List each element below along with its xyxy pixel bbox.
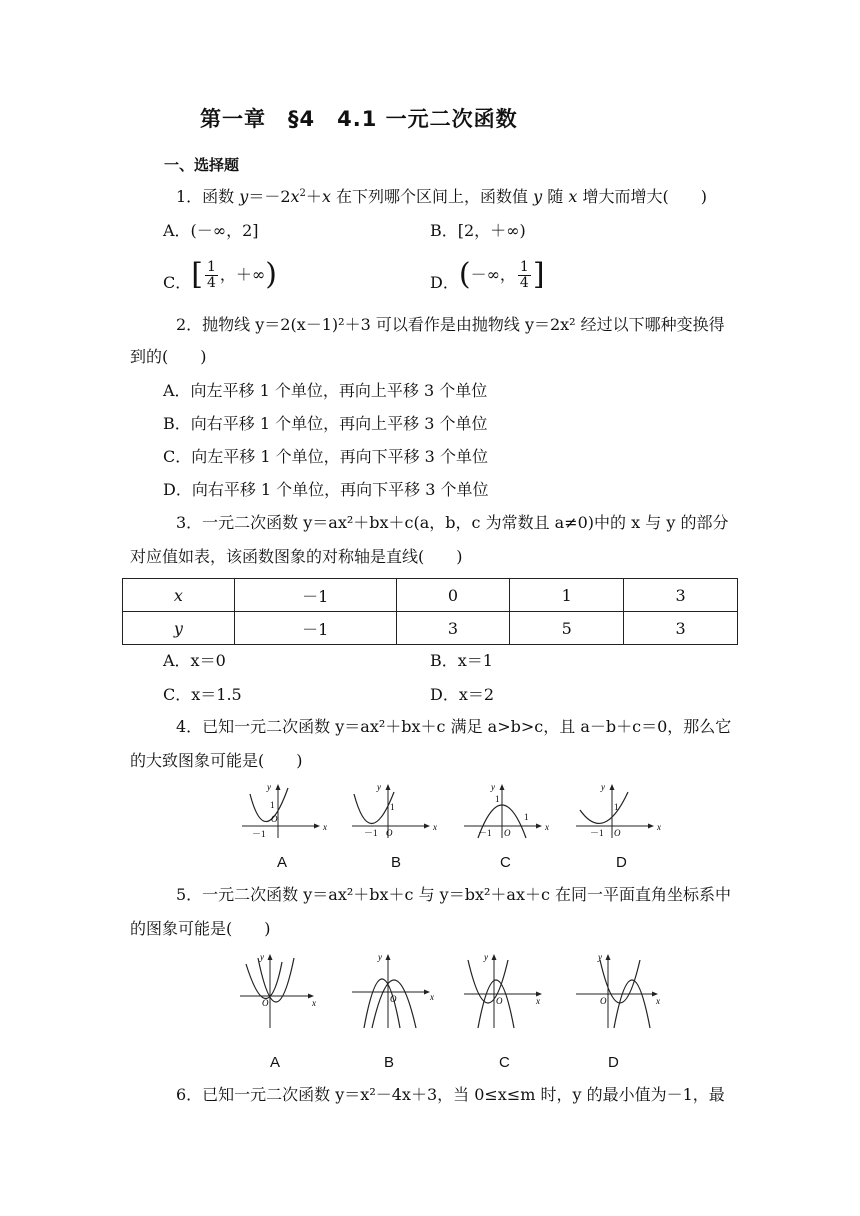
table-cell: －1 <box>234 579 396 612</box>
axis-y-label: y <box>260 952 264 962</box>
section-heading: 一、选择题 <box>164 156 240 174</box>
table-cell: 0 <box>396 579 510 612</box>
table-cell: 1 <box>510 579 624 612</box>
tick-label: －1 <box>252 829 266 839</box>
question-2-line-2: 到的( ) <box>130 347 207 366</box>
question-2-line-1: 2．抛物线 y＝2(x－1)²＋3 可以看作是由抛物线 y＝2x² 经过以下哪种变换得 <box>176 315 725 334</box>
table-cell: x <box>123 579 235 612</box>
origin-label: O <box>504 828 511 838</box>
q5-graph-c <box>462 950 548 1030</box>
q4-graph-a <box>240 780 330 840</box>
axis-x-label: x <box>430 992 434 1002</box>
question-3-line-1: 3．一元二次函数 y＝ax²＋bx＋c(a，b，c 为常数且 a≠0)中的 x 与 y 的部分 <box>176 513 729 532</box>
tick-label: 1 <box>270 800 275 810</box>
table-row <box>123 579 738 612</box>
axis-y-label: y <box>598 952 602 962</box>
table-cell: y <box>123 612 235 645</box>
q4-caption-b: B <box>391 854 402 871</box>
axis-x-label: x <box>657 822 661 832</box>
q3-option-c: C．x＝1.5 <box>163 685 242 704</box>
axis-y-label: y <box>378 952 382 962</box>
q2-option-d: D．向右平移 1 个单位，再向下平移 3 个单位 <box>163 480 489 499</box>
axis-x-label: x <box>545 822 549 832</box>
question-5-line-2: 的图象可能是( ) <box>130 919 271 938</box>
q1-option-d: D． ( －∞， $\frac{1}{4}$ ] <box>430 257 545 292</box>
page-title: 第一章 §4 4.1 一元二次函数 <box>200 107 518 131</box>
q4-caption-c: C <box>500 854 511 871</box>
question-6-line-1: 6．已知一元二次函数 y＝x²－4x＋3，当 0≤x≤m 时，y 的最小值为－1，最 <box>176 1085 725 1104</box>
table-cell: 5 <box>510 612 624 645</box>
origin-label: O <box>614 828 621 838</box>
question-3-line-2: 对应值如表，该函数图象的对称轴是直线( ) <box>130 547 463 566</box>
table-row <box>123 612 738 645</box>
tick-label: 1 <box>495 794 500 804</box>
q5-graph-b <box>350 950 436 1030</box>
question-4-line-2: 的大致图象可能是( ) <box>130 751 303 770</box>
table-cell: 3 <box>624 579 738 612</box>
axis-x-label: x <box>312 998 316 1008</box>
value-table <box>122 578 738 645</box>
q2-option-c: C．向左平移 1 个单位，再向下平移 3 个单位 <box>163 447 488 466</box>
q4-caption-d: D <box>616 854 627 871</box>
origin-label: O <box>262 998 269 1008</box>
origin-label: O <box>496 996 503 1006</box>
q2-option-a: A．向左平移 1 个单位，再向上平移 3 个单位 <box>163 381 488 400</box>
axis-y-label: y <box>484 952 488 962</box>
q5-caption-c: C <box>499 1054 510 1071</box>
q2-option-b: B．向右平移 1 个单位，再向上平移 3 个单位 <box>163 414 488 433</box>
q4-graph-c <box>462 780 552 840</box>
q1-option-c: C． [ $\frac{1}{4}$ ，＋∞ ) <box>163 257 277 292</box>
tick-label: －1 <box>364 828 378 838</box>
q3-option-a: A．x＝0 <box>163 651 226 670</box>
q4-caption-a: A <box>277 854 288 871</box>
q5-caption-a: A <box>270 1054 281 1071</box>
q5-graph-d <box>574 950 664 1030</box>
question-5-line-1: 5．一元二次函数 y＝ax²＋bx＋c 与 y＝bx²＋ax＋c 在同一平面直角坐标系中 <box>176 885 732 904</box>
axis-y-label: y <box>601 782 605 792</box>
question-1-stem: 1．函数 $y=-2x^2+x$ 在下列哪个区间上，函数值 y 随 x 增大而增大( ) <box>176 187 707 206</box>
q5-caption-d: D <box>608 1054 619 1071</box>
tick-label: －1 <box>478 828 492 838</box>
q4-graph-d <box>574 780 664 840</box>
axis-y-label: y <box>377 782 381 792</box>
origin-label: O <box>390 994 397 1004</box>
q3-option-b: B．x＝1 <box>430 651 493 670</box>
axis-y-label: y <box>491 782 495 792</box>
origin-label: O <box>386 828 393 838</box>
q3-option-d: D．x＝2 <box>430 685 495 704</box>
axis-x-label: x <box>536 996 540 1006</box>
origin-label: O <box>271 814 278 824</box>
tick-label: －1 <box>590 828 604 838</box>
q5-caption-b: B <box>384 1054 395 1071</box>
table-cell: －1 <box>234 612 396 645</box>
axis-x-label: x <box>323 822 327 832</box>
q4-graph-b <box>350 780 440 840</box>
axis-y-label: y <box>267 782 271 792</box>
table-cell: 3 <box>396 612 510 645</box>
q5-graph-a <box>238 950 320 1030</box>
origin-label: O <box>600 996 607 1006</box>
table-cell: 3 <box>624 612 738 645</box>
axis-x-label: x <box>433 822 437 832</box>
q1-option-a: A．(－∞，2] <box>163 221 259 240</box>
axis-x-label: x <box>656 996 660 1006</box>
tick-label: 1 <box>614 802 619 812</box>
question-4-line-1: 4．已知一元二次函数 y＝ax²＋bx＋c 满足 a>b>c，且 a－b＋c＝0，那么它 <box>176 717 732 736</box>
tick-label: 1 <box>390 802 395 812</box>
tick-label: 1 <box>524 812 529 822</box>
q1-option-b: B．[2，＋∞) <box>430 221 526 240</box>
